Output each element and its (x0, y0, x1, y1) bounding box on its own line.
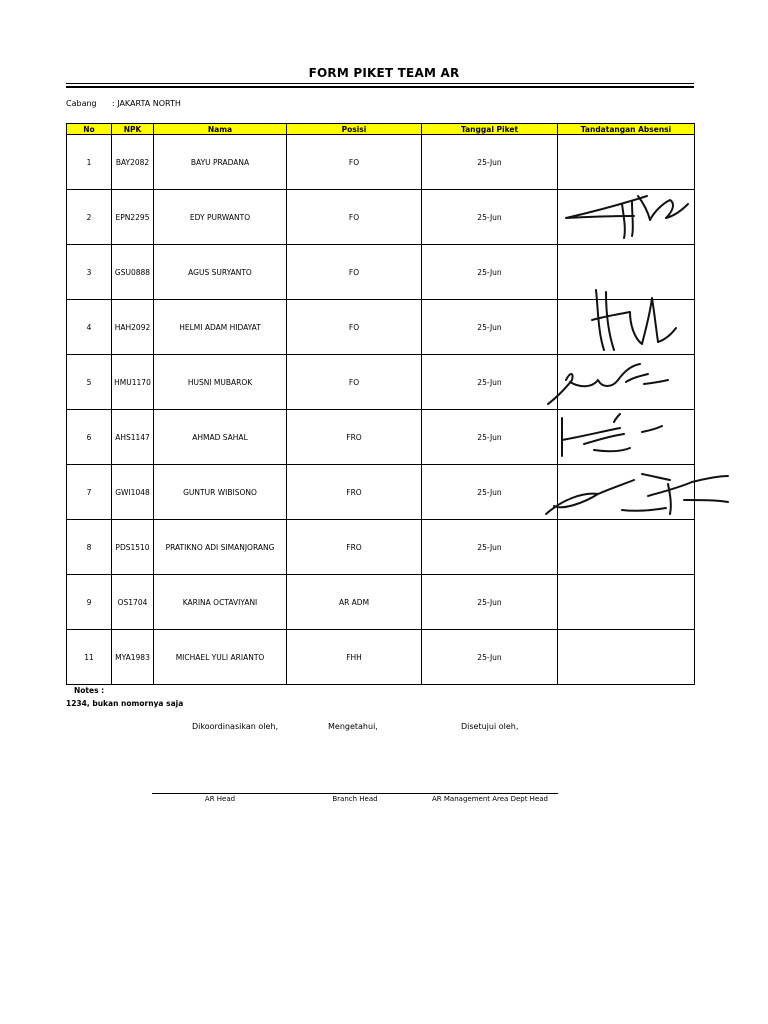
title-underline (66, 83, 694, 84)
cell-npk: HAH2092 (112, 300, 154, 355)
table-row (67, 575, 695, 630)
signature-line (152, 793, 558, 794)
cell-posisi: FO (287, 245, 422, 300)
signature-cell (558, 520, 695, 575)
cell-posisi: FRO (287, 410, 422, 465)
cell-posisi: FHH (287, 630, 422, 685)
table-row (67, 520, 695, 575)
cell-tanggal: 25-Jun (422, 300, 558, 355)
role-ar-management: AR Management Area Dept Head (432, 795, 548, 803)
notes-text: 1234, bukan nomornya saja (66, 699, 184, 708)
table-row (67, 190, 695, 245)
cell-no: 1 (67, 135, 112, 190)
table-row (67, 135, 695, 190)
cell-nama: AHMAD SAHAL (154, 410, 287, 465)
cell-npk: OS1704 (112, 575, 154, 630)
form-title: FORM PIKET TEAM AR (308, 66, 460, 80)
cell-posisi: FRO (287, 520, 422, 575)
cell-no: 4 (67, 300, 112, 355)
cell-nama: AGUS SURYANTO (154, 245, 287, 300)
signature-cell (558, 355, 695, 410)
cell-no: 11 (67, 630, 112, 685)
cell-tanggal: 25-Jun (422, 190, 558, 245)
cell-nama: HELMI ADAM HIDAYAT (154, 300, 287, 355)
cell-tanggal: 25-Jun (422, 135, 558, 190)
title-underline-thick (66, 86, 694, 88)
cell-nama: GUNTUR WIBISONO (154, 465, 287, 520)
table-row (67, 630, 695, 685)
header-nama: Nama (154, 124, 287, 135)
cell-npk: EPN2295 (112, 190, 154, 245)
table-header-row (67, 124, 695, 135)
cell-tanggal: 25-Jun (422, 575, 558, 630)
cell-tanggal: 25-Jun (422, 630, 558, 685)
cabang-label: Cabang (66, 99, 97, 108)
cell-tanggal: 25-Jun (422, 245, 558, 300)
cell-posisi: AR ADM (287, 575, 422, 630)
table-row (67, 410, 695, 465)
signature-cell (558, 630, 695, 685)
cell-nama: BAYU PRADANA (154, 135, 287, 190)
header-posisi: Posisi (287, 124, 422, 135)
cell-tanggal: 25-Jun (422, 355, 558, 410)
cell-nama: MICHAEL YULI ARIANTO (154, 630, 287, 685)
cell-npk: PDS1510 (112, 520, 154, 575)
cell-posisi: FO (287, 300, 422, 355)
cell-posisi: FO (287, 190, 422, 245)
notes-label: Notes : (74, 686, 105, 695)
cell-npk: GWI1048 (112, 465, 154, 520)
piket-table (66, 123, 695, 685)
signature-cell (558, 465, 695, 520)
cell-npk: HMU1170 (112, 355, 154, 410)
cell-npk: MYA1983 (112, 630, 154, 685)
table-row (67, 245, 695, 300)
signature-cell (558, 135, 695, 190)
cell-nama: KARINA OCTAVIYANI (154, 575, 287, 630)
cell-nama: PRATIKNO ADI SIMANJORANG (154, 520, 287, 575)
cell-npk: AHS1147 (112, 410, 154, 465)
cell-no: 5 (67, 355, 112, 410)
cabang-value: : JAKARTA NORTH (112, 99, 181, 108)
table-row (67, 355, 695, 410)
signature-cell (558, 300, 695, 355)
role-ar-head: AR Head (204, 795, 236, 803)
signature-cell (558, 410, 695, 465)
role-branch-head: Branch Head (332, 795, 378, 803)
cell-npk: BAY2082 (112, 135, 154, 190)
cell-nama: HUSNI MUBAROK (154, 355, 287, 410)
cell-tanggal: 25-Jun (422, 520, 558, 575)
header-npk: NPK (112, 124, 154, 135)
cell-no: 6 (67, 410, 112, 465)
approval-caption-approved: Disetujui oleh, (461, 722, 519, 731)
cell-posisi: FO (287, 135, 422, 190)
approval-caption-acknowledged: Mengetahui, (328, 722, 378, 731)
approval-caption-coordinated: Dikoordinasikan oleh, (192, 722, 278, 731)
header-no: No (67, 124, 112, 135)
cell-posisi: FRO (287, 465, 422, 520)
cell-nama: EDY PURWANTO (154, 190, 287, 245)
cell-no: 8 (67, 520, 112, 575)
header-tanggal-piket: Tanggal Piket (422, 124, 558, 135)
header-tandatangan-absensi: Tandatangan Absensi (558, 124, 695, 135)
cell-no: 9 (67, 575, 112, 630)
cell-no: 3 (67, 245, 112, 300)
cell-no: 7 (67, 465, 112, 520)
signature-cell (558, 245, 695, 300)
signature-cell (558, 575, 695, 630)
cell-posisi: FO (287, 355, 422, 410)
cell-tanggal: 25-Jun (422, 465, 558, 520)
cell-tanggal: 25-Jun (422, 410, 558, 465)
table-row (67, 465, 695, 520)
cell-no: 2 (67, 190, 112, 245)
signature-cell (558, 190, 695, 245)
cell-npk: GSU0888 (112, 245, 154, 300)
table-row (67, 300, 695, 355)
